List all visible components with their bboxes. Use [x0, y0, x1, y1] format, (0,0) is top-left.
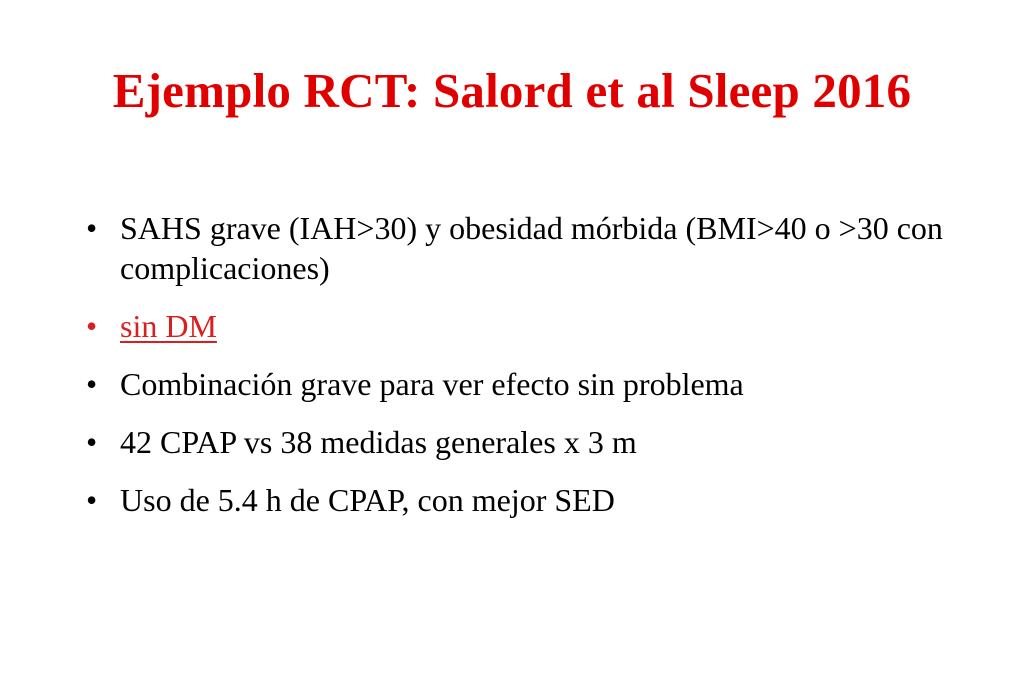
- bullet-item: [86, 208, 966, 288]
- bullet-text: Uso de 5.4 h de CPAP, con mejor SED: [120, 482, 615, 518]
- bullet-dot-icon: •: [86, 308, 98, 344]
- bullet-text: 42 CPAP vs 38 medidas generales x 3 m: [120, 424, 637, 460]
- bullet-item: [86, 422, 966, 462]
- bullet-list: [86, 208, 966, 538]
- bullet-item: [86, 364, 966, 404]
- bullet-item-highlighted: [86, 306, 966, 346]
- bullet-dot-icon: •: [86, 424, 98, 460]
- bullet-text: Combinación grave para ver efecto sin problema: [120, 366, 744, 402]
- bullet-dot-icon: •: [86, 482, 98, 518]
- bullet-text: sin DM: [120, 308, 217, 344]
- slide-title: Ejemplo RCT: Salord et al Sleep 2016: [112, 63, 912, 118]
- bullet-item: [86, 480, 966, 520]
- bullet-dot-icon: •: [86, 210, 98, 246]
- bullet-text: SAHS grave (IAH>30) y obesidad mórbida (BMI>40 o >30 con complicaciones): [120, 210, 943, 286]
- bullet-dot-icon: •: [86, 366, 98, 402]
